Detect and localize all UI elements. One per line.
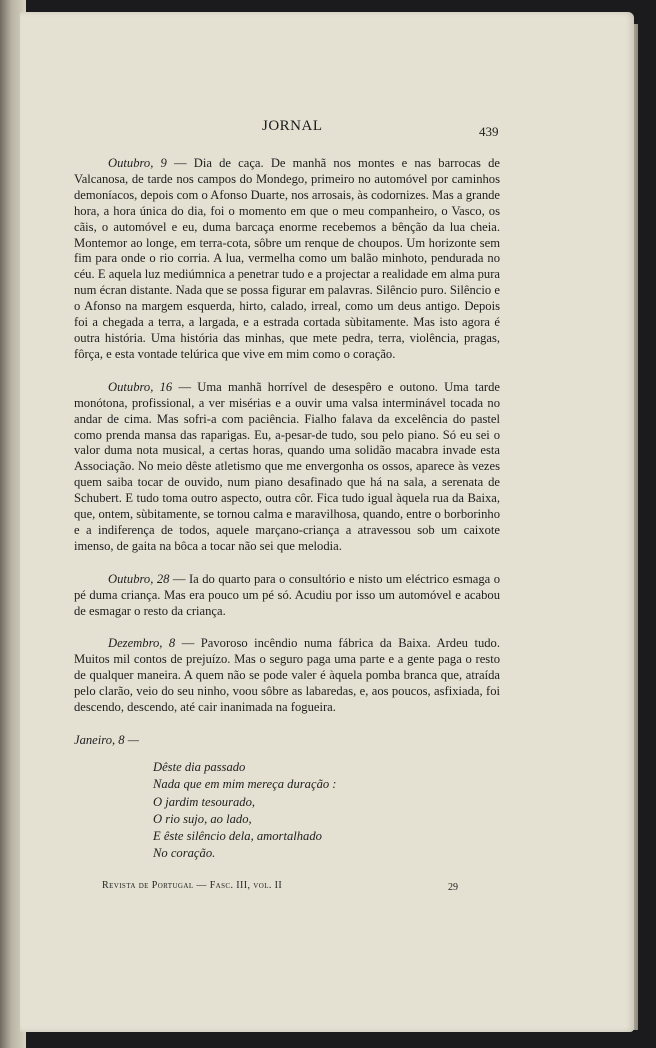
entry-date: Dezembro, 8 [108, 636, 176, 651]
poem [153, 759, 500, 863]
page-number: 439 [479, 124, 499, 139]
journal-entry: Outubro, 9 — Dia de caça. De manhã nos montes e nas barrocas de Valcanosa, de tarde nos campos do Mondego, primeiro no automóvel por caminhos demoníacos, depois com o Afonso Duarte, nos arrosais, às codornizes. Mas a grande hora, a hora única do dia, foi o momento em que o meu companheiro, o Vasco, os cãis, o automóvel e eu, duma barcaça enorme recebemos a bênção da lua cheia. Montemor ao longe, em terra-cota, sôbre um renque de choupos. Um horizonte sem fim para onde o rio corria. A lua, vermelha como um balão minhoto, pendurada no céu. E aquela luz mediúmnica a penetrar tudo e a projectar a realidade em alma pura num écran distante. Nada que se possa figurar em palavras. Silêncio puro. Silêncio e o Afonso na margem esquerda, hirto, calado, irreal, como um deus antigo. Depois foi a chegada a terra, a largada, e a estrada cortada sùbitamente. Mas isto agora é outra história. Uma história das minhas, que mete pedra, terra, violência, pragas, fôrça, e esta vontade telúrica que vive em mim como o coração. [74, 156, 500, 361]
page-footer [102, 880, 462, 891]
signature-mark: 29 [448, 882, 458, 893]
entry-text: Uma manhã horrível de desespêro e outono. Uma tarde monótona, profissional, a ver misérias e a ouvir uma valsa interminável tocada no andar de cima. Mas sofri-a com paciência. Fialho falava da excelência do pastel como prenda mansa das raparigas. Eu, a-pesar-de tudo, sou pelo piano. Só eu sei o valor duma nota musical, a certas horas, quando uma solidão macabra invade esta Associação. No meio dêste atletismo que me envergonha os ossos, aparece às vezes quem saiba tocar de ouvido, num piano desafinado que há na sala, a serenata de Schubert. E tudo toma outro aspecto, outra côr. Fica tudo igual àquela rua da Baixa, que, ontem, sùbitamente, se tornou calma e maravilhosa, quando, entre o borborinho e a indiferença de todos, aquele marçano-criança a atravessou sob um caixote imenso, de gaita na bôca a tocar não sei que melodia. [74, 379, 501, 553]
journal-entry: Dezembro, 8 — Pavoroso incêndio numa fábrica da Baixa. Ardeu tudo. Muitos mil contos de prejuízo. Mas o seguro paga uma parte e a gente paga o resto de qualquer maneira. A quem não se pode valer é àquela pomba branca que, atraída pelo clarão, veio do seu ninho, voou sôbre as labaredas, e, aos poucos, asfixiada, foi descendo, descendo, até cair inanimada na fogueira. [74, 636, 500, 715]
poem-line: Dêste dia passado [153, 759, 246, 774]
journal-entry: Outubro, 16 — Uma manhã horrível de desespêro e outono. Uma tarde monótona, profissional, a ver misérias e a ouvir uma valsa interminável tocada no andar de cima. Mas sofri-a com paciência. Fialho falava da excelência do pastel como prenda mansa das raparigas. Eu, a-pesar-de tudo, sou pelo piano. Só eu sei o valor duma nota musical, a certas horas, quando uma solidão macabra invade esta Associação. No meio dêste atletismo que me envergonha os ossos, aparece às vezes quem saiba tocar de ouvido, num piano desafinado que há na sala, a serenata de Schubert. E tudo toma outro aspecto, outra côr. Fica tudo igual àquela rua da Baixa, que, ontem, sùbitamente, se tornou calma e maravilhosa, quando, entre o borborinho e a indiferença de todos, aquele marçano-criança a atravessou sob um caixote imenso, de gaita na bôca a tocar não sei que melodia. [74, 379, 501, 553]
running-title: JORNAL [262, 118, 323, 134]
poem-line: No coração. [153, 846, 216, 861]
entry-date: Outubro, 9 [108, 156, 167, 170]
entry-text: Pavoroso incêndio numa fábrica da Baixa. Ardeu tudo. Muitos mil contos de prejuízo. Mas o seguro paga uma parte e a gente paga o resto de qualquer maneira. A quem não se pode valer é àquela pomba branca que, atraída pelo clarão, veio do seu ninho, voou sôbre as labaredas, e, aos poucos, asfixiada, foi descendo, descendo, até cair inanimada na fogueira. [74, 636, 500, 715]
poem-line: O rio sujo, ao lado, [153, 811, 252, 826]
entry-text: Dia de caça. De manhã nos montes e nas barrocas de Valcanosa, de tarde nos campos do Mondego, primeiro no automóvel por caminhos demoníacos, depois com o Afonso Duarte, nos arrosais, às codornizes. Mas a grande hora, a hora única do dia, foi o momento em que o meu companheiro, o Vasco, os cãis, o automóvel e eu, duma barcaça enorme recebemos a bênção da lua cheia. Montemor ao longe, em terra-cota, sôbre um renque de choupos. Um horizonte sem fim para onde o rio corria. A lua, vermelha como um balão minhoto, pendurada no céu. E aquela luz mediúmnica a penetrar tudo e a projectar a realidade em alma pura num écran distante. Nada que se possa figurar em palavras. Silêncio puro. Silêncio e o Afonso na margem esquerda, hirto, calado, irreal, como um deus antigo. Depois foi a chegada a terra, a largada, e a estrada cortada sùbitamente. Mas isto agora é outra história. Uma história das minhas, que mete pedra, terra, violência, pragas, fôrça, e esta vontade telúrica que vive em mim como o coração. [74, 156, 500, 361]
poem-line: Nada que em mim mereça duração : [153, 777, 337, 792]
journal-entry: Outubro, 28 — Ia do quarto para o consultório e nisto um eléctrico esmaga o pé duma criança. Mas era pouco um pé só. Acudiu por isso um automóvel e acabou de esmagar o resto da criança. [74, 571, 500, 618]
footer-journal-reference: Revista de Portugal — Fasc. III, vol. II [102, 880, 283, 891]
entry-date: Janeiro, 8 [74, 733, 125, 747]
journal-body [74, 156, 500, 863]
entry-text: Ia do quarto para o consultório e nisto um eléctrico esmaga o pé duma criança. Mas era pouco um pé só. Acudiu por isso um automóvel e acabou de esmagar o resto da criança. [74, 571, 500, 618]
poem-line: O jardim tesourado, [153, 794, 256, 809]
entry-date: Outubro, 16 [108, 379, 173, 394]
entry-date: Outubro, 28 [108, 571, 170, 586]
poem-line: E êste silêncio dela, amortalhado [153, 829, 322, 844]
poem-entry-date: Janeiro, 8 — [74, 733, 139, 747]
page-header [0, 118, 656, 142]
